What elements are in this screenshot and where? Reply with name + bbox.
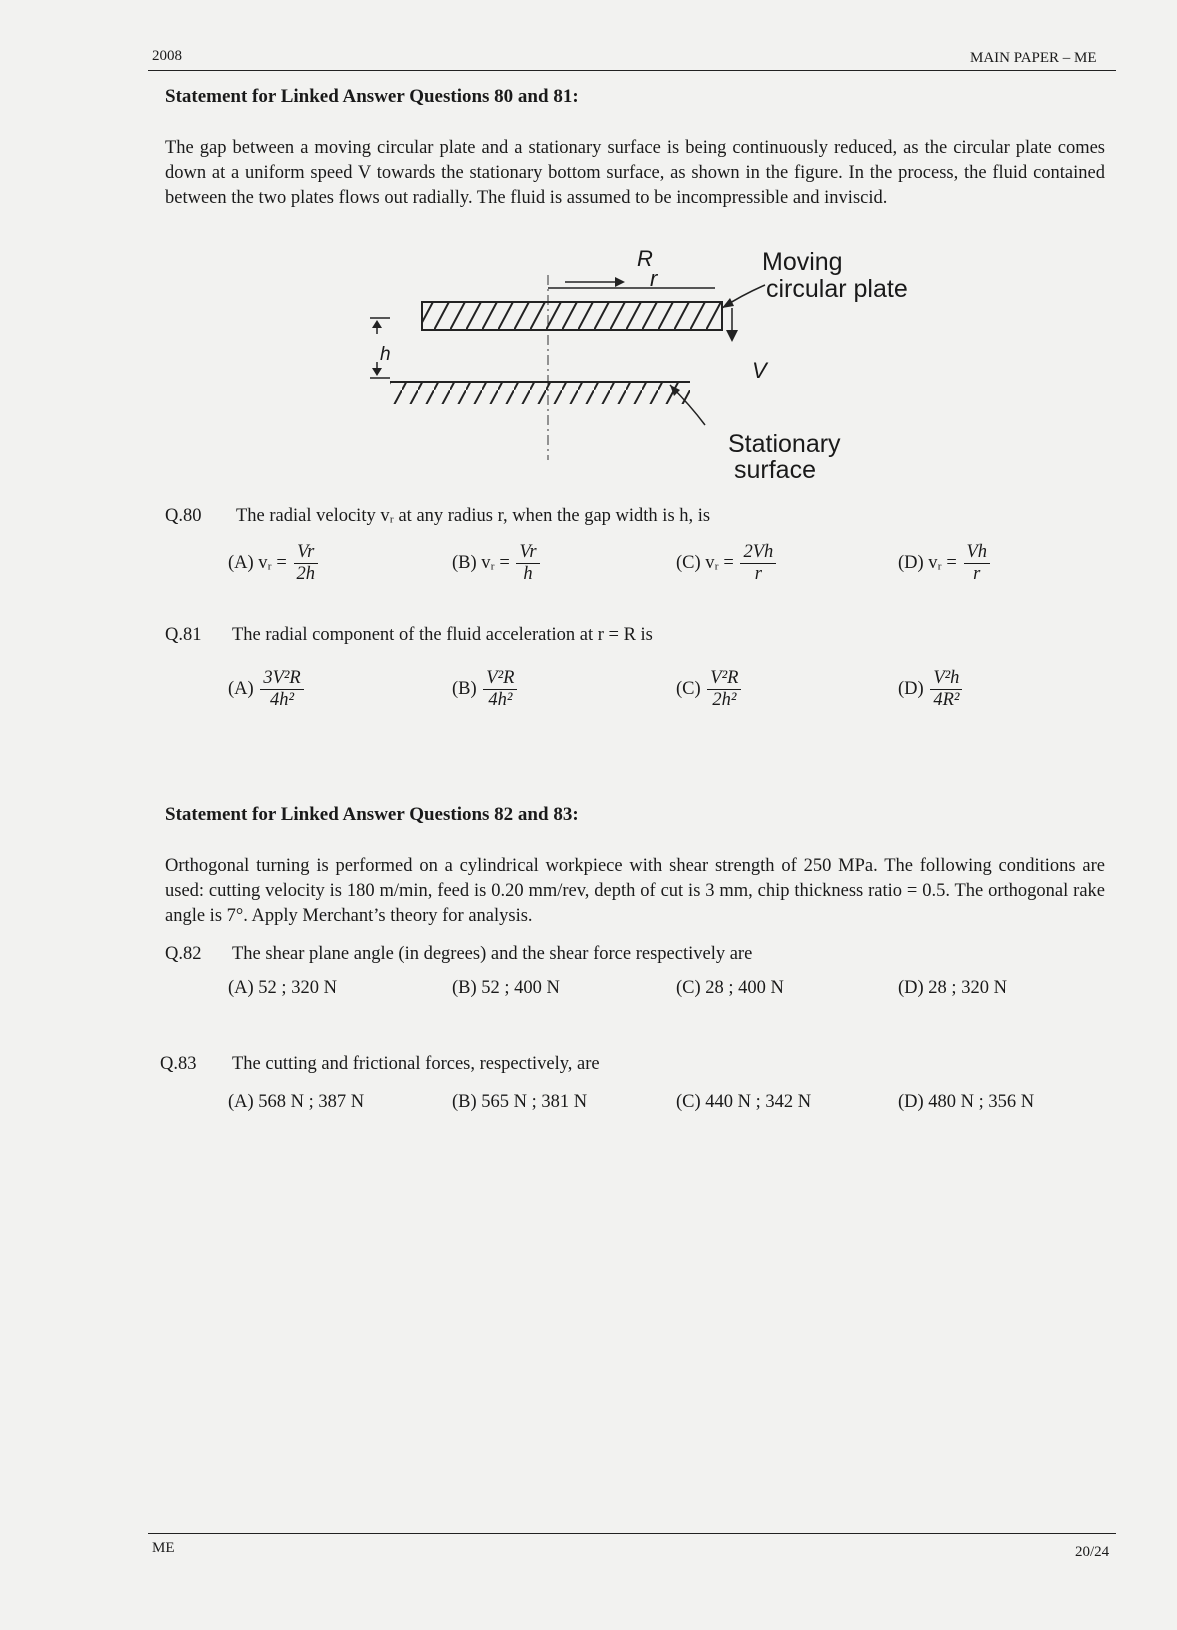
q83-option-d[interactable]: (D) 480 N ; 356 N <box>898 1092 1035 1112</box>
header-rule <box>148 70 1116 71</box>
footer-code: ME <box>152 1540 175 1556</box>
q80-number: Q.80 <box>165 506 202 526</box>
q83-option-a[interactable]: (A) 568 N ; 387 N <box>228 1092 365 1112</box>
stationary-surface <box>390 382 690 404</box>
q81-option-c[interactable]: (C) $\frac{\text{V²R}}{\text{2h²}}$ <box>676 668 743 711</box>
section1-paragraph: The gap between a moving circular plate and a stationary surface is being continuously reduced, as the circular plate comes down at a uniform speed V towards the stationary bottom surface, as shown in the figure. In the process, the fluid contained between the two plates flows out radially. The fluid is assumed to be incompressible and inviscid. <box>165 138 1105 208</box>
q81-text: The radial component of the fluid acceleration at r = R is <box>232 625 653 645</box>
q81-option-d[interactable]: (D) $\frac{\text{V²h}}{\text{4R²}}$ <box>898 668 964 711</box>
q82-option-c[interactable]: (C) 28 ; 400 N <box>676 978 784 998</box>
moving-plate <box>422 302 722 330</box>
arrowhead-icon <box>615 277 625 287</box>
q82-text: The shear plane angle (in degrees) and the shear force respectively are <box>232 944 753 964</box>
q81-option-a[interactable]: (A) $\frac{\text{3V²R}}{\text{4h²}}$ <box>228 668 306 711</box>
q82-option-a[interactable]: (A) 52 ; 320 N <box>228 978 337 998</box>
figure-label-R: R <box>637 246 653 271</box>
arrowhead-icon <box>372 368 382 376</box>
figure-label-stationary-2: surface <box>734 456 816 484</box>
q81-option-b[interactable]: (B) $\frac{\text{V²R}}{\text{4h²}}$ <box>452 668 519 711</box>
figure-label-stationary-1: Stationary <box>728 430 841 458</box>
q80-option-d[interactable]: (D) vᵣ = $\frac{Vh}{r}$ <box>898 542 992 585</box>
section1-title: Statement for Linked Answer Questions 80 and 81: <box>165 86 579 107</box>
header-paper: MAIN PAPER – ME <box>970 50 1097 66</box>
footer-rule <box>148 1533 1116 1534</box>
q81-number: Q.81 <box>165 625 202 645</box>
section2-title: Statement for Linked Answer Questions 82 and 83: <box>165 804 579 825</box>
arrowhead-icon <box>722 298 734 308</box>
footer-page: 20/24 <box>1075 1544 1110 1560</box>
q80-option-a[interactable]: (A) vᵣ = $\frac{Vr}{2h}$ <box>228 542 320 585</box>
q80-option-b[interactable]: (B) vᵣ = $\frac{Vr}{h}$ <box>452 542 542 585</box>
q83-option-c[interactable]: (C) 440 N ; 342 N <box>676 1092 812 1112</box>
q83-text: The cutting and frictional forces, respectively, are <box>232 1054 600 1074</box>
q82-option-b[interactable]: (B) 52 ; 400 N <box>452 978 560 998</box>
figure-label-h: h <box>380 344 391 365</box>
q80-option-c[interactable]: (C) vᵣ = $\frac{2Vh}{r}$ <box>676 542 778 585</box>
q83-number: Q.83 <box>160 1054 197 1074</box>
figure-label-moving-1: Moving <box>762 248 843 276</box>
figure-label-moving-2: circular plate <box>766 275 908 303</box>
arrowhead-icon <box>726 330 738 342</box>
q83-option-b[interactable]: (B) 565 N ; 381 N <box>452 1092 588 1112</box>
arrowhead-icon <box>372 320 382 328</box>
q80-text: The radial velocity vᵣ at any radius r, when the gap width is h, is <box>236 506 711 526</box>
figure-label-r: r <box>650 266 658 291</box>
q82-option-d[interactable]: (D) 28 ; 320 N <box>898 978 1007 998</box>
header-year: 2008 <box>152 48 182 64</box>
section2-paragraph: Orthogonal turning is performed on a cylindrical workpiece with shear strength of 250 MPa. The following conditions are used: cutting velocity is 180 m/min, feed is 0.20 mm/rev, depth of cut is 3 mm, chip thickness ratio = 0.5. The orthogonal rake angle is 7°. Apply Merchant’s theory for analysis. <box>165 856 1105 926</box>
figure-label-V: V <box>752 358 767 383</box>
q82-number: Q.82 <box>165 944 202 964</box>
